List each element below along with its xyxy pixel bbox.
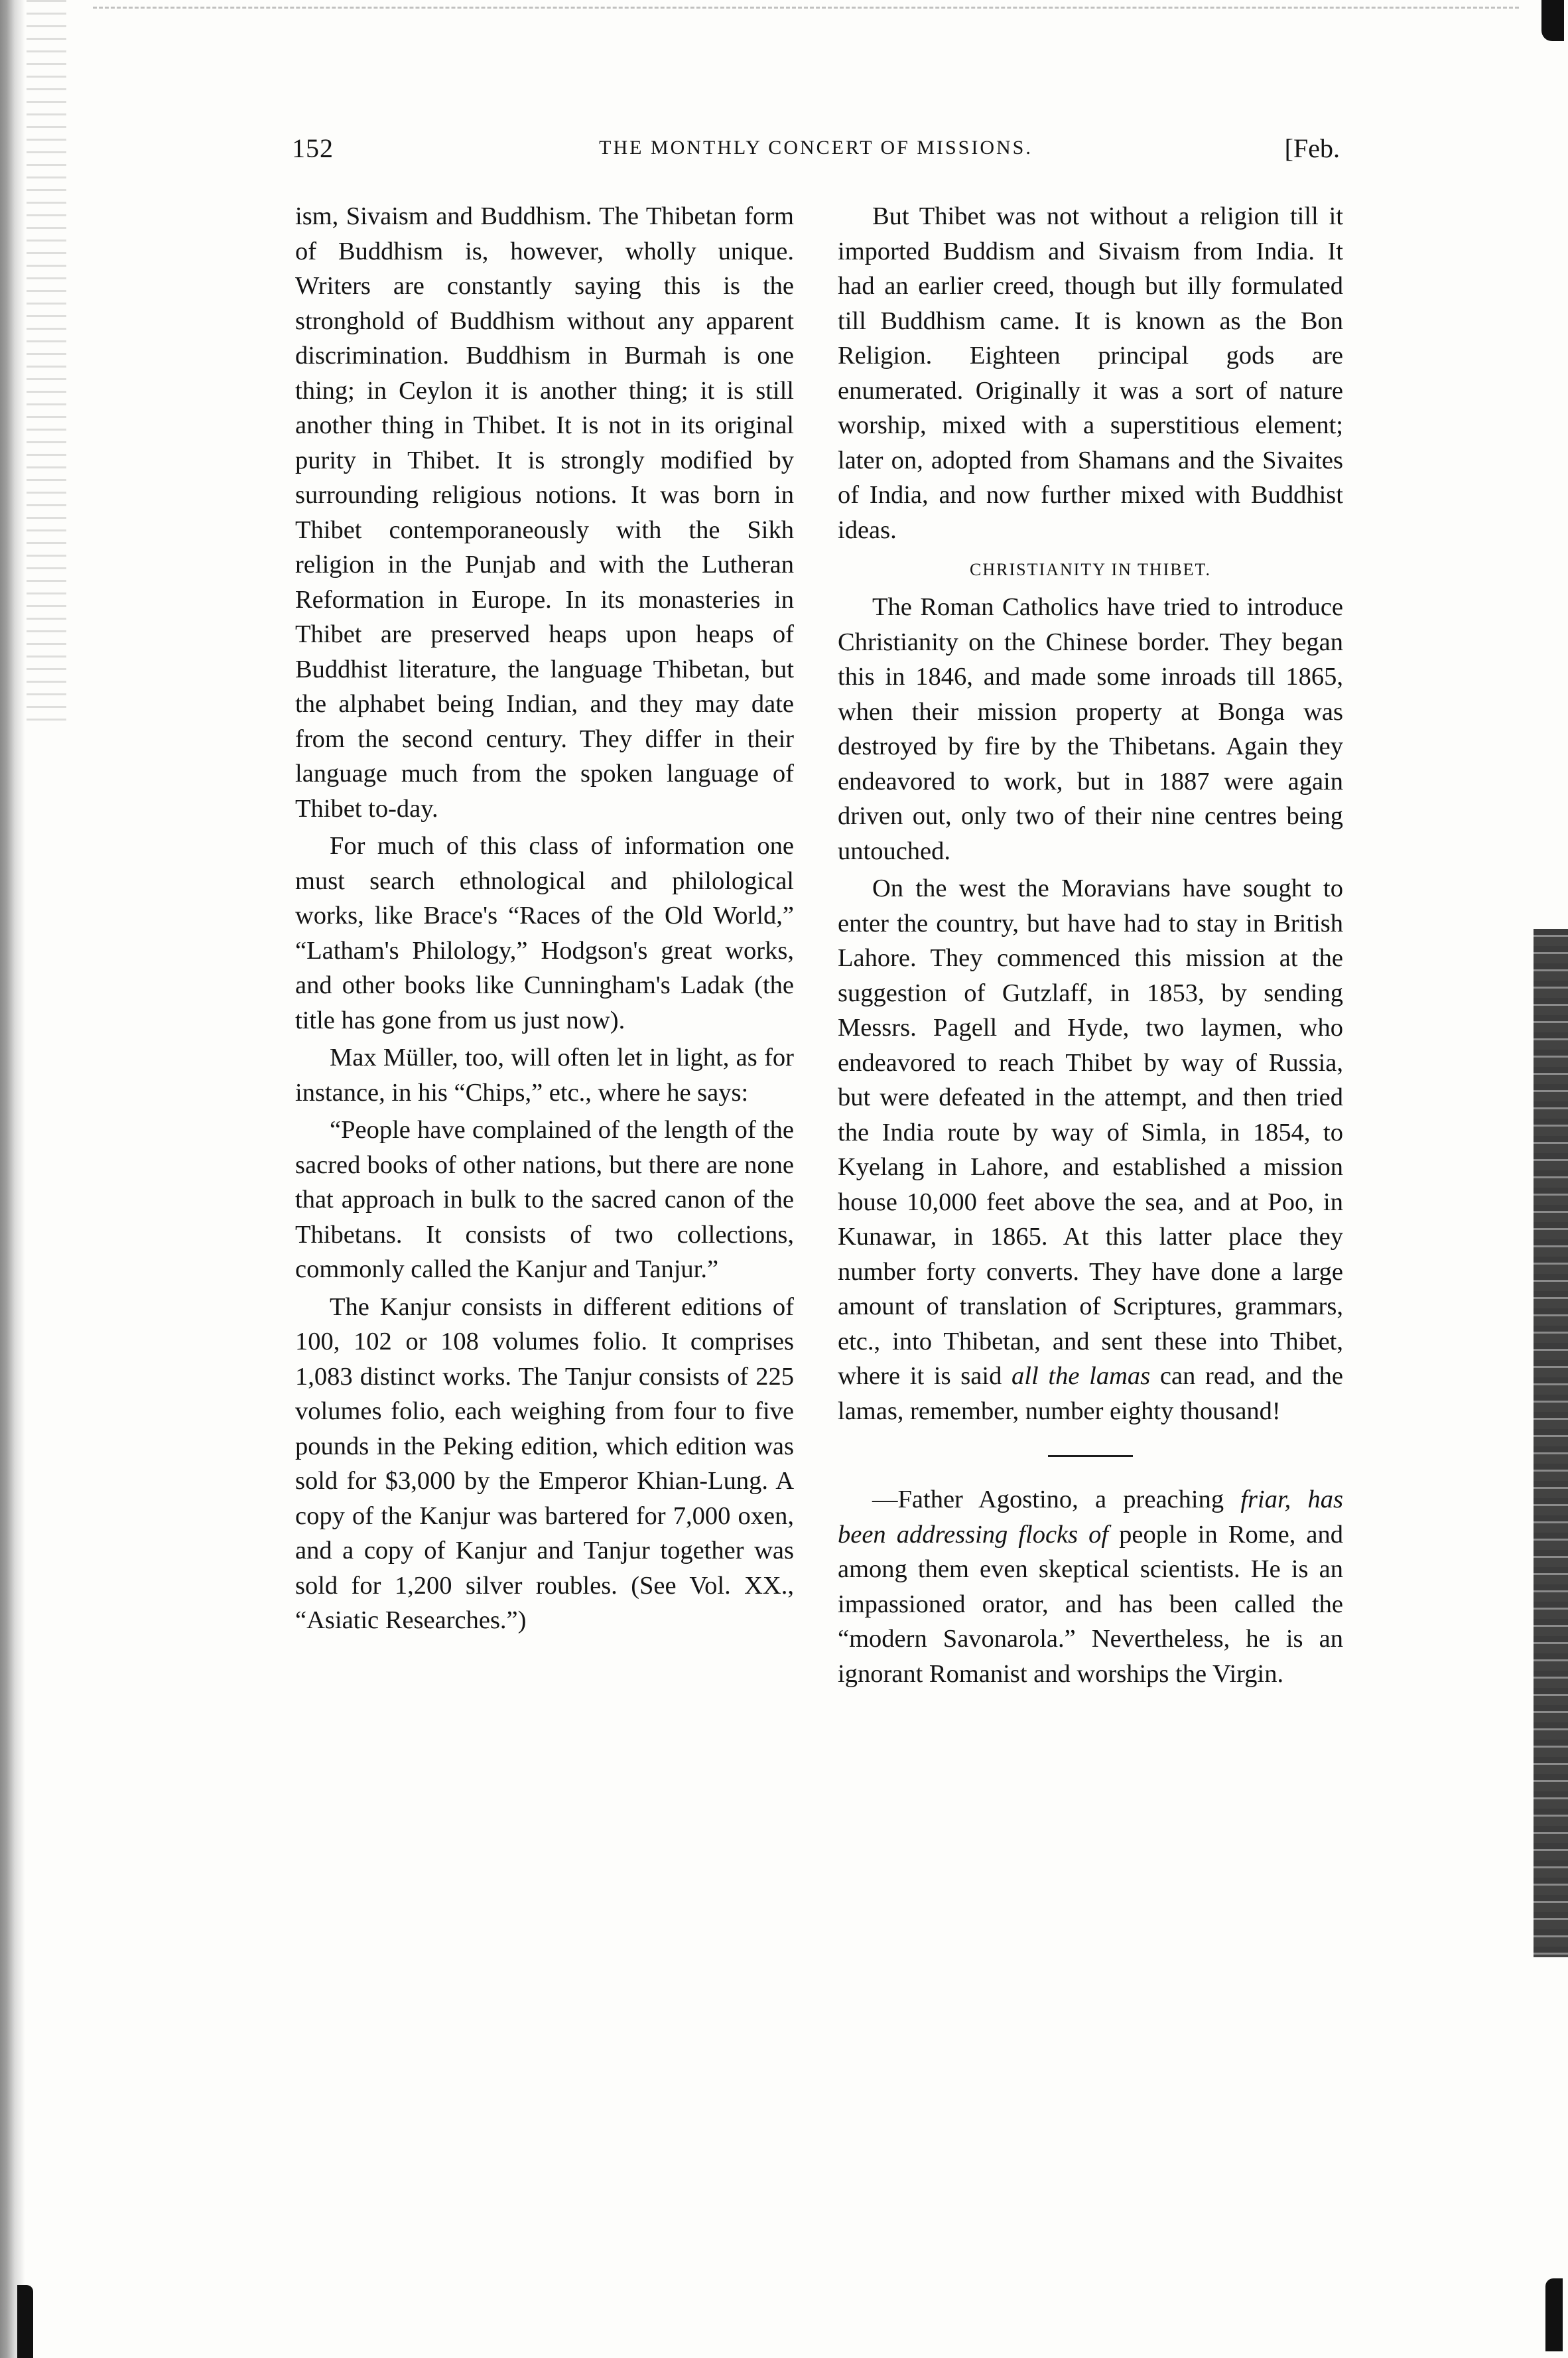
scan-specks-left	[27, 0, 66, 730]
scan-top-edge	[93, 7, 1519, 9]
text-run: —Father Agostino, a preaching	[872, 1486, 1241, 1513]
section-heading: CHRISTIANITY IN THIBET.	[970, 560, 1211, 579]
running-head	[292, 133, 1340, 173]
scan-edge-right	[1534, 929, 1568, 1957]
scan-edge-left-bottom	[17, 2285, 33, 2358]
scan-edge-left	[0, 0, 25, 2358]
scan-corner-mark	[1541, 0, 1564, 41]
issue-month: [Feb.	[1284, 133, 1340, 163]
paragraph: Max Müller, too, will often let in light, as for instance, in his “Chips,” etc., where he says:	[295, 1044, 794, 1107]
text-run: people in Rome, and among them even skeptical scientists. He is an impassioned orator, and has been called the “modern Savonarola.” Nevertheless, he is an ignorant Romanist and worships the Virgin.	[838, 1520, 1343, 1688]
right-column	[838, 199, 1343, 1691]
scan-edge-right-bottom	[1545, 2278, 1563, 2351]
text-run: can read, and the lamas, remember, number eighty thousand!	[838, 1362, 1343, 1425]
text-run: On the west the Moravians have sought to enter the country, but have had to stay in British Lahore. They commenced this mission at the suggestion of Gutzlaff, in 1853, by sending Messrs. Pagell and Hyde, two laymen, who endeavored to reach Thibet by way of Russia, but were defeated in the attempt, and then tried the India route by way of Simla, in 1854, to Kyelang in Lahore, and established a mission house 10,000 feet above the sea, and at Poo, in Kunawar, in 1865. At this latter place they number forty converts. They have done a large amount of translation of Scriptures, grammars, etc., into Thibetan, and sent these into Thibet, where it is said	[838, 874, 1343, 1390]
italic-run: friar, has been addressing flocks of	[838, 1486, 1344, 1549]
paragraph	[838, 1482, 1343, 1691]
section-divider	[1048, 1455, 1133, 1457]
paragraph: ism, Sivaism and Buddhism. The Thibetan form of Buddhism is, however, wholly unique. Writers are constantly saying this is the stronghold of Buddhism without any apparent discrimination. Buddhism in Burmah is one thing; in Ceylon it is another thing; it is still another thing in Thibet. It is not in its original purity in Thibet. It is strongly modified by surrounding religious notions. It was born in Thibet contemporaneously with the Sikh religion in the Punjab and with the Lutheran Reformation in Europe. In its monasteries in Thibet are preserved heaps upon heaps of Buddhist literature, the language Thibetan, but the alphabet being Indian, and they may date from the second century. They differ in their language much from the spoken language of Thibet to-day.	[295, 202, 794, 823]
paragraph: The Kanjur consists in different editions of 100, 102 or 108 volumes folio. It comprises 1,083 distinct works. The Tanjur consists of 225 volumes folio, each weighing from four to five pounds in the Peking edition, which edition was sold for $3,000 by the Emperor Khian-Lung. A copy of the Kanjur was bartered for 7,000 oxen, and a copy of Kanjur and Tanjur together was sold for 1,200 silver roubles. (See Vol. XX., “Asiatic Researches.”)	[295, 1292, 794, 1634]
page-number: 152	[292, 133, 334, 163]
journal-title: THE MONTHLY CONCERT OF MISSIONS.	[599, 137, 1033, 159]
italic-run: all the lamas	[1012, 1362, 1151, 1390]
paragraph: But Thibet was not without a religion till it imported Buddism and Sivaism from India. It had an earlier creed, though but illy formulated till Buddhism came. It is known as the Bon Religion. Eighteen principal gods are enumerated. Originally it was a sort of nature worship, mixed with a superstitious element; later on, adopted from Shamans and the Sivaites of India, and now further mixed with Buddhist ideas.	[838, 202, 1343, 544]
paragraph: The Roman Catholics have tried to introduce Christianity on the Chinese border. They began this in 1846, and made some inroads till 1865, when their mission property at Bonga was destroyed by fire by the Thibetans. Again they endeavored to work, but in 1887 were again driven out, only two of their nine centres being untouched.	[838, 593, 1343, 865]
paragraph	[838, 871, 1343, 1428]
paragraph: For much of this class of information one must search ethnological and philological works, like Brace's “Races of the Old World,” “Latham's Philology,” Hodgson's great works, and other books like Cunningham's Ladak (the title has gone from us just now).	[295, 832, 794, 1034]
left-column	[295, 199, 794, 1638]
block-quote: “People have complained of the length of the sacred books of other nations, but there are none that approach in bulk to the sacred canon of the Thibetans. It consists of two collections, commonly called the Kanjur and Tanjur.”	[295, 1116, 794, 1283]
